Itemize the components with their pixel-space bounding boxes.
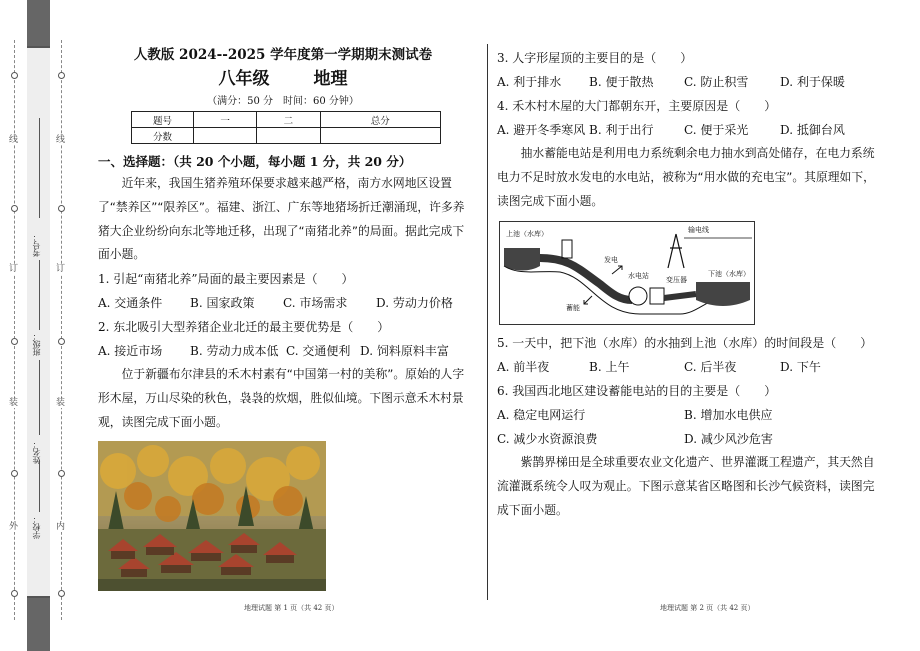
question-1-options	[98, 291, 468, 315]
hemu-village-illustration	[98, 441, 326, 591]
exam-number-label: 考号：	[32, 233, 41, 257]
option-a[interactable]: A. 避开冬季寒风	[497, 123, 586, 137]
footer-page-1: 地理试题 第 1 页（共 42 页）	[244, 604, 339, 612]
score-time-info: （满分：50 分 时间：60 分钟）	[207, 96, 359, 107]
inner-cut-line	[61, 40, 62, 620]
passage-pig-farming: 近年来，我国生猪养殖环保要求越来越严格，南方水网地区设置了“禁养区”“限养区”。福建、浙江、广东等地猪场折迁潮涌现，许多养猪大企业纷纷向东北等地迁移，出现了“南猪北养”的局面。据此完成下面小题。	[98, 176, 465, 262]
question-4-options	[497, 118, 882, 142]
option-b[interactable]: B. 利于出行	[589, 123, 654, 137]
binding-hole-marker	[58, 338, 65, 345]
footer-page-2: 地理试题 第 2 页（共 42 页）	[660, 604, 755, 612]
binding-hole-marker	[11, 72, 18, 79]
binding-line-char: 线	[9, 135, 19, 145]
column-divider	[487, 44, 488, 600]
transformer-label: 变压器	[666, 276, 687, 285]
power-station-label: 水电站	[628, 272, 649, 281]
question-2-options	[98, 339, 468, 363]
score-table-row	[132, 128, 441, 144]
binding-hole-marker	[58, 590, 65, 597]
option-a[interactable]: A. 前半夜	[497, 360, 550, 375]
passage-hemu-village: 位于新疆布尔津县的禾木村素有“中国第一村的美称”。原始的人字形木屋，万山尽染的秋色，袅袅的炊烟，胜似仙境。下图示意禾木村景观，读图完成下面小题。	[98, 367, 465, 429]
option-d[interactable]: D. 减少风沙危害	[684, 432, 773, 447]
question-5: 5. 一天中，把下池（水库）的水抽到上池（水库）的时间段是（ ）	[497, 336, 873, 351]
binding-hole-marker	[11, 590, 18, 597]
option-a[interactable]: A. 稳定电网运行	[497, 408, 586, 423]
binding-hole-marker	[11, 470, 18, 477]
score-table-cell: 总分	[320, 112, 440, 128]
binding-hole-marker	[11, 205, 18, 212]
option-c[interactable]: C. 防止积雪	[684, 75, 749, 89]
pumped-storage-illustration	[500, 222, 754, 324]
question-6-options	[497, 403, 882, 427]
score-table-cell: 题号	[132, 112, 194, 128]
hemu-village-photo	[98, 441, 326, 591]
grade-subject	[98, 65, 468, 93]
pumped-storage-diagram	[499, 221, 755, 325]
binding-line-char: 装	[56, 398, 66, 408]
subject-label: 地理	[313, 69, 348, 89]
score-input-cell[interactable]	[257, 128, 320, 144]
outer-cut-line	[14, 40, 15, 620]
question-6-options-row2	[497, 427, 882, 451]
score-table-row	[132, 112, 441, 128]
question-1: 1. 引起“南猪北养”局面的最主要因素是（ ）	[98, 272, 354, 287]
binding-hole-marker	[58, 470, 65, 477]
binding-line-char: 内	[56, 522, 66, 532]
binding-line-char: 订	[56, 264, 66, 274]
score-table-cell: 分数	[132, 128, 194, 144]
option-d[interactable]: D. 抵御台风	[780, 123, 845, 137]
class-blank[interactable]	[39, 260, 40, 330]
exam-title: 人教版 2024--2025 学年度第一学期期末测试卷	[133, 47, 433, 63]
binding-hole-marker	[58, 205, 65, 212]
question-5-options	[497, 355, 882, 379]
question-3: 3. 人字形屋顶的主要目的是（ ）	[497, 51, 693, 65]
right-column	[497, 46, 882, 523]
score-table-cell: 一	[194, 112, 257, 128]
option-b[interactable]: B. 国家政策	[190, 296, 255, 311]
generate-label: 发电	[604, 256, 618, 265]
exam-number-blank[interactable]	[39, 118, 40, 218]
name-blank[interactable]	[39, 360, 40, 435]
option-c[interactable]: C. 市场需求	[283, 296, 348, 311]
lower-reservoir-label: 下池（水库）	[708, 270, 750, 279]
option-b[interactable]: B. 便于散热	[589, 75, 654, 89]
option-d[interactable]: D. 劳动力价格	[376, 296, 453, 311]
option-d[interactable]: D. 利于保暖	[780, 75, 845, 89]
option-b[interactable]: B. 增加水电供应	[684, 408, 773, 423]
option-a[interactable]: A. 利于排水	[497, 75, 562, 89]
score-input-cell[interactable]	[194, 128, 257, 144]
question-3-options	[497, 70, 882, 94]
school-label: 学校：	[32, 515, 41, 539]
binding-hole-marker	[11, 338, 18, 345]
binding-line-char: 装	[9, 398, 19, 408]
grade-label: 八年级	[218, 69, 270, 89]
question-4: 4. 禾木村木屋的大门都朝东开，主要原因是（ ）	[497, 99, 777, 113]
option-b[interactable]: B. 劳动力成本低	[190, 344, 279, 359]
question-6: 6. 我国西北地区建设蓄能电站的目的主要是（ ）	[497, 384, 777, 399]
school-blank[interactable]	[39, 460, 40, 512]
option-c[interactable]: C. 减少水资源浪费	[497, 432, 598, 447]
option-b[interactable]: B. 上午	[589, 360, 630, 375]
passage-terraces: 紫鹊界梯田是全球重要农业文化遗产、世界灌溉工程遗产，其天然自流灌溉系统令人叹为观止。下图示意某省区略图和长沙气候资料，读图完成下面小题。	[497, 455, 875, 517]
binding-hole-marker	[58, 72, 65, 79]
binding-line-char: 外	[9, 522, 19, 532]
option-a[interactable]: A. 交通条件	[98, 296, 163, 311]
passage-pumped-storage: 抽水蓄能电站是利用电力系统剩余电力抽水到高处储存，在电力系统电力不足时放水发电的水电站，被称为“用水做的充电宝”。其原理如下，读图完成下面小题。	[497, 146, 875, 208]
class-label: 班级：	[32, 332, 41, 356]
score-table	[131, 111, 441, 144]
score-table-cell: 二	[257, 112, 320, 128]
name-label: 姓名：	[32, 440, 41, 464]
score-input-cell[interactable]	[320, 128, 440, 144]
option-c[interactable]: C. 交通便利	[286, 344, 351, 359]
left-column	[98, 46, 468, 591]
storage-label: 蓄能	[566, 304, 580, 313]
question-2: 2. 东北吸引大型养猪企业北迁的最主要优势是（ ）	[98, 320, 390, 335]
transmission-line-label: 输电线	[688, 226, 709, 235]
binding-line-char: 订	[9, 264, 19, 274]
section-heading: 一、选择题：（共 20 个小题，每小题 1 分，共 20 分）	[98, 154, 412, 169]
binding-line-char: 线	[56, 135, 66, 145]
option-d[interactable]: D. 饲料原料丰富	[360, 344, 449, 359]
option-c[interactable]: C. 后半夜	[684, 360, 737, 375]
option-d[interactable]: D. 下午	[780, 360, 821, 375]
option-a[interactable]: A. 接近市场	[98, 344, 163, 359]
upper-reservoir-label: 上池（水库）	[506, 230, 548, 239]
option-c[interactable]: C. 便于采光	[684, 123, 749, 137]
